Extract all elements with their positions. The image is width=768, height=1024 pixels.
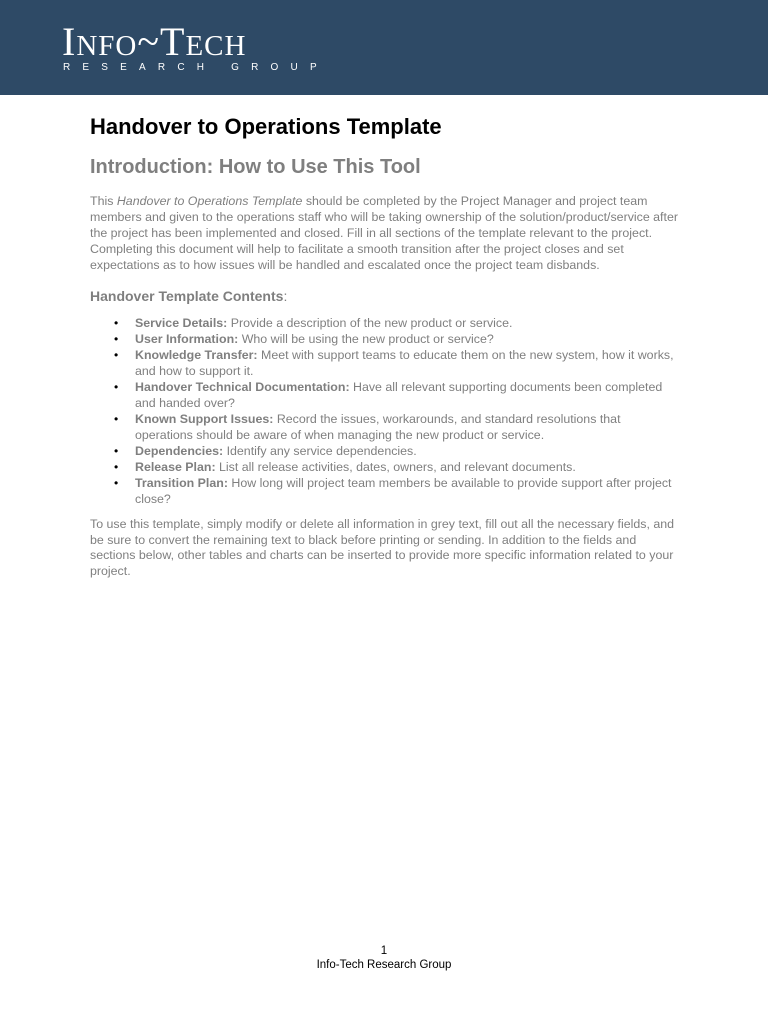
bullet-icon: •: [114, 476, 119, 490]
list-item-label: Handover Technical Documentation:: [135, 380, 350, 394]
list-item: [114, 379, 680, 411]
list-item: [114, 347, 680, 379]
list-item-text: List all release activities, dates, owners, and relevant documents.: [215, 460, 576, 474]
section-title: Introduction: How to Use This Tool: [90, 156, 421, 178]
bullet-icon: •: [114, 316, 119, 330]
list-item-label: Release Plan:: [135, 460, 216, 474]
list-item-text: How long will project team members be available to provide support after project close?: [135, 476, 672, 506]
intro-template-name: Handover to Operations Template: [116, 194, 303, 208]
list-item: [114, 475, 680, 507]
intro-paragraph: [90, 193, 680, 273]
list-item: [114, 459, 680, 475]
list-item: [114, 443, 680, 459]
list-item-label: Known Support Issues:: [135, 412, 274, 426]
intro-prefix: This: [90, 194, 117, 208]
list-item: [114, 315, 680, 331]
company-logo: INFO~TECH: [62, 19, 247, 64]
bullet-icon: •: [114, 332, 119, 346]
contents-heading-colon: :: [283, 288, 288, 304]
outro-paragraph: To use this template, simply modify or delete all information in grey text, fill out all the necessary fields, and be sure to convert the remaining text to black before printing or sending. In addition to the fields and sections below, other tables and charts can be inserted to provide more specific information related to your project.: [90, 517, 675, 578]
company-logo-subtitle: RESEARCH GROUP: [63, 62, 329, 73]
bullet-icon: •: [114, 348, 119, 362]
list-item-label: Knowledge Transfer:: [135, 348, 258, 362]
bullet-icon: •: [114, 460, 119, 474]
header-banner: [0, 0, 768, 95]
bullet-icon: •: [114, 412, 119, 426]
list-item-text: Record the issues, workarounds, and standard resolutions that operations should be aware of when managing the new product or service.: [135, 412, 621, 442]
list-item-label: Dependencies:: [135, 444, 224, 458]
list-item-text: Have all relevant supporting documents been completed and handed over?: [135, 380, 663, 410]
list-item-text: Who will be using the new product or service?: [238, 332, 494, 346]
bullet-icon: •: [114, 444, 119, 458]
list-item-label: Service Details:: [135, 316, 228, 330]
list-item-label: Transition Plan:: [135, 476, 228, 490]
intro-rest: should be completed by the Project Manager and project team members and given to the operations staff who will be taking ownership of the solution/product/service after the project has been implemented and closed. Fill in all sections of the template relevant to the project. Completing this document will help to facilitate a smooth transition after the project closes and set expectations as to how issues will be handled and escalated once the project team disbands.: [90, 194, 678, 272]
contents-list: [90, 315, 680, 507]
list-item: [114, 331, 680, 347]
footer-company: Info-Tech Research Group: [316, 959, 452, 971]
page-footer: [0, 944, 768, 972]
list-item-text: Meet with support teams to educate them on the new system, how it works, and how to support it.: [135, 348, 674, 378]
bullet-icon: •: [114, 380, 119, 394]
list-item: [114, 411, 680, 443]
list-item-text: Provide a description of the new product or service.: [227, 316, 513, 330]
document-body: [90, 113, 680, 579]
contents-heading-text: Handover Template Contents: [90, 288, 284, 304]
page-number: 1: [380, 945, 388, 957]
document-title: Handover to Operations Template: [90, 114, 442, 139]
list-item-text: Identify any service dependencies.: [223, 444, 417, 458]
list-item-label: User Information:: [135, 332, 239, 346]
contents-heading: [90, 287, 680, 305]
